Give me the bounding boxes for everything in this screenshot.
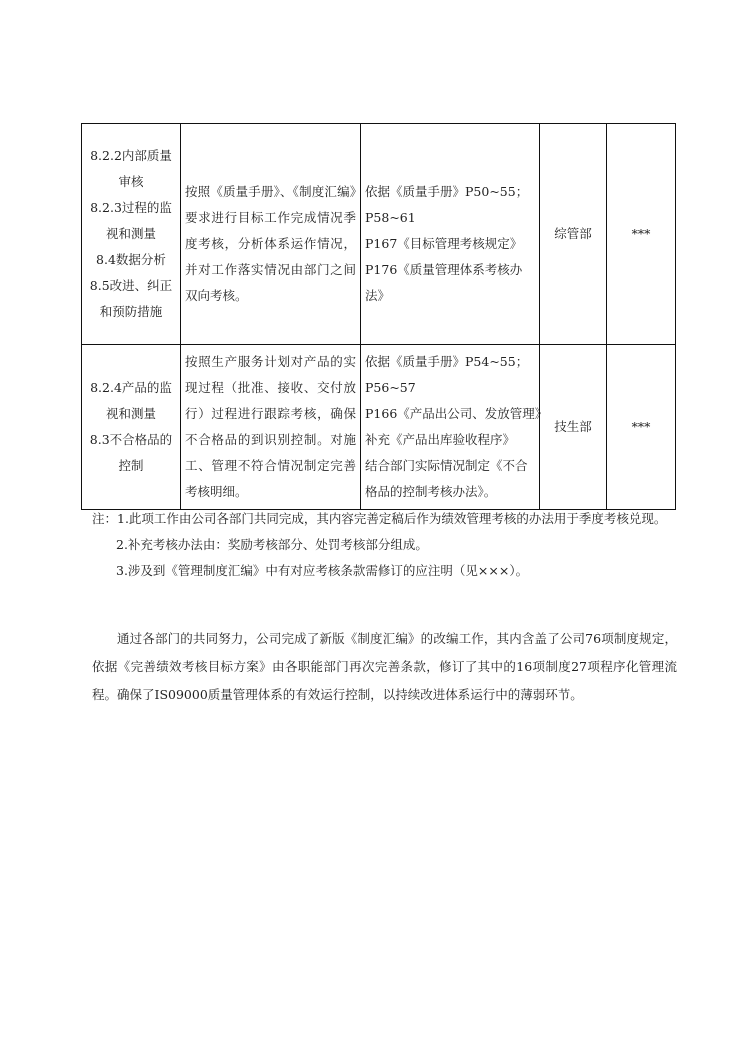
clause-line: 8.4数据分析 [96,252,166,267]
clause-line: 8.2.3过程的监 [90,200,172,215]
basis-line: P167《目标管理考核规定》 [365,236,523,251]
clause-line: 和预防措施 [99,304,163,319]
clause-line: 8.2.2内部质量 [90,148,172,163]
note-3: 3.涉及到《管理制度汇编》中有对应考核条款需修订的应注明（见×××）。 [116,563,529,578]
clause-line: 审核 [118,174,144,189]
basis-line: 结合部门实际情况制定《不合 [365,458,528,473]
clause-cell [82,345,181,510]
basis-line: 补充《产品出库验收程序》 [365,432,516,447]
basis-line: P176《质量管理体系考核办 [365,262,523,277]
basis-line: P56~57 [365,380,416,395]
clause-line: 控制 [118,458,144,473]
rating-cell: *** [607,345,676,510]
basis-cell [361,124,540,345]
clause-cell [82,124,181,345]
clause-line: 视和测量 [105,406,156,421]
note-1: 注：1.此项工作由公司各部门共同完成，其内容完善定稿后作为绩效管理考核的办法用于季度考核兑现。 [92,511,667,526]
basis-line: P166《产品出公司、发放管理》 [365,406,548,421]
description-cell: 按照生产服务计划对产品的实现过程（批准、接收、交付放行）过程进行跟踪考核，确保不合格品的到识别控制。对施工、管理不符合情况制定完善考核明细。 [181,345,361,510]
summary-paragraph: 通过各部门的共同努力，公司完成了新版《制度汇编》的改编工作，其内含盖了公司76项制度规定，依据《完善绩效考核目标方案》由各职能部门再次完善条款，修订了其中的16项制度27项程序化管理流程。确保了IS09000质量管理体系的有效运行控制，以持续改进体系运行中的薄弱环节。 [92,631,677,702]
table-row [82,345,676,510]
basis-line: P58~61 [365,210,416,225]
note-2: 2.补充考核办法由：奖励考核部分、处罚考核部分组成。 [116,537,428,552]
basis-line: 格品的控制考核办法》。 [365,484,497,499]
rating-cell: *** [607,124,676,345]
notes-section [92,506,677,584]
clause-line: 8.3不合格品的 [89,432,173,447]
table-row [82,124,676,345]
clause-line: 8.2.4产品的监 [90,380,172,395]
assessment-table [81,123,676,510]
basis-cell [361,345,548,510]
clause-line: 8.5改进、纠正 [89,278,173,293]
department-cell: 技生部 [540,345,607,510]
basis-line: 依据《质量手册》P54~55； [365,354,529,369]
basis-line: 依据《质量手册》P50~55； [365,184,529,199]
department-cell: 综管部 [540,124,607,345]
description-cell: 按照《质量手册》、《制度汇编》要求进行目标工作完成情况季度考核，分析体系运作情况，并对工作落实情况由部门之间双向考核。 [181,124,361,345]
clause-line: 视和测量 [105,226,156,241]
basis-line: 法》 [365,288,391,303]
